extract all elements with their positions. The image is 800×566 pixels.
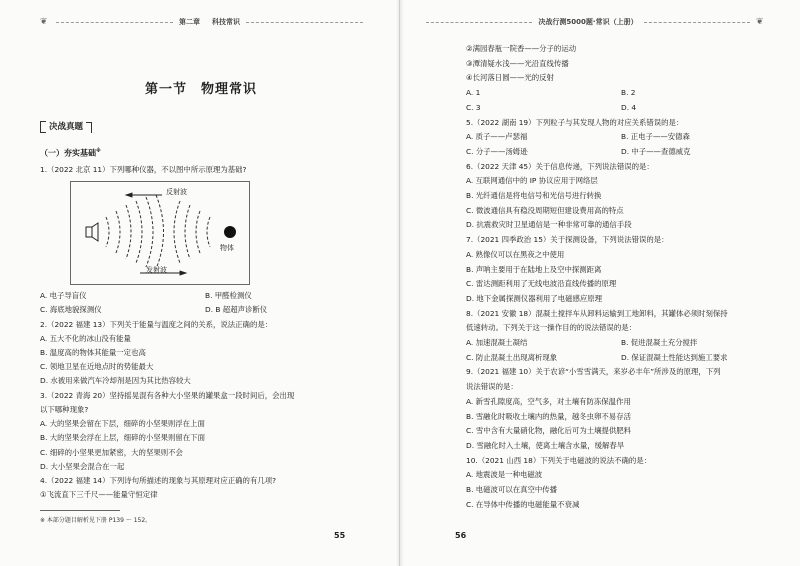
left-running-header: [40, 14, 369, 30]
question-5-stem: 5.（2022 湖南 19）下列粒子与其发现人物的对应关系错误的是：: [466, 117, 684, 127]
option: B. 光纤通信是将电信号和光信号进行转换: [466, 191, 602, 201]
bracket-open-icon: [40, 121, 46, 133]
option: A. 新雪孔隙度高，空气多，对土壤有防冻保温作用: [466, 396, 631, 406]
reflected-wave-label: 反射波: [166, 188, 187, 197]
option: A. 互联网通信中的 IP 协议应用于网络层: [466, 176, 598, 186]
question-4-item: ③潭清疑水浅——光沿直线传播: [466, 58, 569, 68]
option: D. 雪融化时入土壤，使离土壤含水量，缓解春旱: [466, 440, 625, 450]
option: C. 雪中含有大量硝化物，融化后可为土壤提供肥料: [466, 426, 632, 436]
chapter-label: 第二章: [179, 18, 200, 26]
right-page: [400, 0, 800, 566]
header-rule: [56, 22, 173, 23]
page-number: 56: [455, 531, 467, 540]
option: A. 熟像仪可以在黑夜之中使用: [466, 249, 565, 259]
option: D. 中子——查德威克: [621, 146, 691, 156]
footnote-mark: ※: [96, 148, 101, 155]
option: A. 大的坚果会留在下层，细碎的小坚果则浮在上面: [40, 419, 205, 429]
book-gutter-shadow: [396, 0, 404, 566]
question-8-options-row-2: [466, 351, 776, 366]
option: C. 雷达测距利用了无线电波沿直线传播的原理: [466, 279, 617, 289]
question-7-stem: 7.（2021 四季政治 15）关于探测设备，下列说法错误的是：: [466, 235, 669, 245]
option: B. 电磁波可以在真空中传播: [466, 485, 558, 495]
question-5-options-row-1: [466, 130, 776, 145]
page-number: 55: [334, 531, 346, 540]
right-running-header: [420, 14, 766, 30]
option: B. 2: [621, 88, 636, 98]
question-4-item: ①飞流直下三千尺——能量守恒定律: [40, 490, 158, 500]
header-rule: [426, 22, 532, 23]
question-2-stem: 2.（2022 福建 13）下列关于能量与温度之间的关系，说法正确的是：: [40, 319, 273, 329]
option: C. 防止混凝土出现离析现象: [466, 352, 558, 362]
option: A. 五大不化的冰山没有能量: [40, 333, 131, 343]
option: C. 细碎的小坚果更加紧密，大的坚果则不会: [40, 447, 183, 457]
option: D. 抗震救灾时卫星通信是一种非常可靠的通信手段: [466, 220, 632, 230]
question-4-options-row-2: [466, 101, 776, 116]
chapter-title: 科技常识: [212, 18, 240, 26]
option: B. 正电子——安德森: [621, 132, 690, 142]
option: B. 声呐主要用于在陆地上及空中探测距离: [466, 264, 602, 274]
option: B. 大的坚果会浮在上层，细碎的小坚果则留在下面: [40, 433, 205, 443]
emitter-icon: [86, 223, 98, 241]
question-1-options-row-2: [40, 303, 370, 317]
question-3-stem-cont: 以下哪种现象?: [40, 404, 89, 414]
section-title: [145, 78, 257, 97]
question-8-stem-cont: 低速转动。下列关于这一操作目的的说法错误的是：: [466, 323, 636, 333]
left-content: [40, 120, 370, 502]
header-rule: [644, 22, 750, 23]
right-content: [466, 42, 776, 513]
question-9-stem-cont: 说法错误的是：: [466, 382, 518, 392]
option: A. 质子——卢瑟福: [466, 132, 528, 142]
option: A. 电子导盲仪: [40, 291, 87, 301]
echo-diagram: [70, 181, 250, 285]
option: D. 保证混凝土性能达到施工要求: [621, 352, 728, 362]
question-3-stem: 3.（2022 青海 20）坚持摇晃混有各种大小坚果的罐果盒一段时间后，会出现: [40, 390, 295, 400]
bracket-close-icon: [86, 122, 92, 133]
sub-heading: （一）夯实基础※: [40, 148, 101, 158]
emitted-wave-label: 发射波: [146, 266, 167, 275]
question-1-stem: 1.（2022 北京 11）下列哪种仪器，不以图中所示原理为基础?: [40, 165, 247, 175]
question-8-options-row-1: [466, 336, 776, 351]
question-4-item: ④长河落日圆——光的反射: [466, 73, 554, 83]
reflected-wave-arcs: [174, 201, 210, 263]
option: A. 1: [466, 88, 481, 98]
footnote: ※ 本部分题目解析见下册 P139 ～ 152。: [40, 510, 340, 524]
decision-label: 决战真题: [40, 120, 370, 134]
option: B. 雪融化时吸收土壤内的热量，越冬虫卵不易存活: [466, 411, 631, 421]
book-title: 决战行测5000题·常识（上册）: [538, 18, 638, 26]
question-4-stem: 4.（2022 福建 14）下列诗句所描述的现象与其原理对应正确的有几项?: [40, 475, 277, 485]
option: D. 水被用来做汽车冷却剂是因为其比热容较大: [40, 376, 191, 386]
option: C. 3: [466, 102, 481, 112]
section-number: 第一节: [145, 82, 188, 97]
option: C. 海底地貌探测仪: [40, 305, 102, 315]
option: A. 地震波是一种电磁波: [466, 470, 543, 480]
option: C. 在导体中传播的电磁能量不衰减: [466, 499, 580, 509]
option: A. 加速混凝土凝结: [466, 338, 528, 348]
question-10-stem: 10.（2021 山西 18）下列关于电磁波的说法不确的是：: [466, 455, 652, 465]
section-name: 物理常识: [201, 82, 258, 97]
object-label: 物体: [220, 244, 234, 253]
option: D. B 超超声诊断仪: [205, 305, 268, 315]
option: C. 领地卫星在近地点时的势能最大: [40, 362, 154, 372]
option: B. 促进混凝土充分搅拌: [621, 338, 698, 348]
question-9-stem: 9.（2021 福建 10）关于农谚“小雪雪满天，来岁必丰年”所涉及的原理，下列: [466, 367, 721, 377]
leaf-ornament-icon: ❦: [756, 17, 764, 27]
option: D. 地下金属探测仪器利用了电磁感应原理: [466, 293, 603, 303]
question-5-options-row-2: [466, 145, 776, 160]
option: B. 甲醛检测仪: [205, 291, 252, 301]
header-rule: [246, 22, 363, 23]
question-4-options-row-1: [466, 86, 776, 101]
option: B. 温度高的物体其能量一定也高: [40, 348, 146, 358]
question-1-options-row-1: [40, 289, 370, 303]
footnote-rule: [40, 510, 120, 511]
emitted-wave-arcs: [106, 195, 164, 269]
option: C. 分子——汤姆逊: [466, 146, 528, 156]
object-icon: [224, 226, 236, 238]
option: D. 4: [621, 102, 637, 112]
question-6-stem: 6.（2022 天津 45）关于信息传递，下列说法错误的是：: [466, 161, 654, 171]
leaf-ornament-icon: ❦: [40, 17, 48, 27]
option: D. 大小坚果会混合在一起: [40, 461, 125, 471]
option: C. 微波通信具有稳没周期短但建设费用高的特点: [466, 205, 624, 215]
question-8-stem: 8.（2021 安徽 18）混凝土搅拌车从卸料运输到工地卸料，其罐体必须时刻保持: [466, 308, 728, 318]
question-4-item: ②满园春瓶一院香——分子的运动: [466, 44, 577, 53]
